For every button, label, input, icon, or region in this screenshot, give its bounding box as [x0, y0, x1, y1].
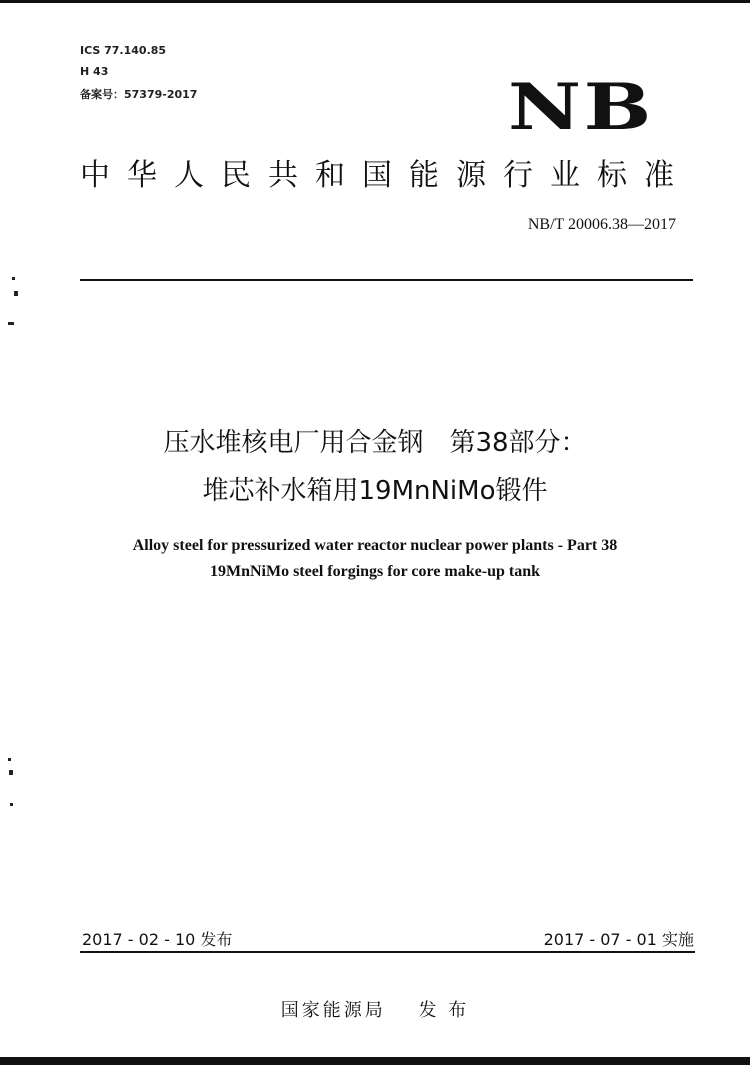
document-title-en-line2: 19MnNiMo steel forgings for core make-up tank	[209, 563, 541, 580]
standard-category-title: 中华人民共和国能源行业标准	[80, 158, 691, 193]
record-number: 备案号：57379-2017	[80, 88, 198, 101]
top-border	[0, 0, 750, 3]
document-title-en-line1: Alloy steel for pressurized water reactor nuclear power plants - Part 38	[132, 537, 618, 554]
scan-speck	[9, 770, 13, 775]
issuer-action: 发 布	[418, 1000, 470, 1021]
scan-speck	[12, 277, 15, 280]
document-title-cn-line1: 压水堆核电厂用合金钢 第38部分：	[163, 428, 587, 458]
document-title-cn-line2: 堆芯补水箱用19MnNiMo锻件	[202, 476, 548, 506]
date-divider	[80, 951, 695, 953]
issue-date: 2017 - 02 - 10 发布	[82, 930, 233, 949]
standard-number: NB/T 20006.38—2017	[527, 216, 676, 233]
scan-speck	[8, 758, 11, 761]
issuer-name: 国家能源局	[280, 1000, 386, 1021]
scan-speck	[8, 322, 14, 325]
ccs-code: H 43	[80, 65, 109, 78]
issuer-line	[0, 996, 750, 1022]
nb-logo: NB	[508, 70, 654, 145]
scan-speck	[14, 291, 18, 296]
header-divider	[80, 279, 693, 281]
bottom-border	[0, 1057, 750, 1065]
scan-speck	[10, 803, 13, 806]
ics-code: ICS 77.140.85	[80, 44, 167, 57]
implementation-date: 2017 - 07 - 01 实施	[543, 930, 694, 949]
